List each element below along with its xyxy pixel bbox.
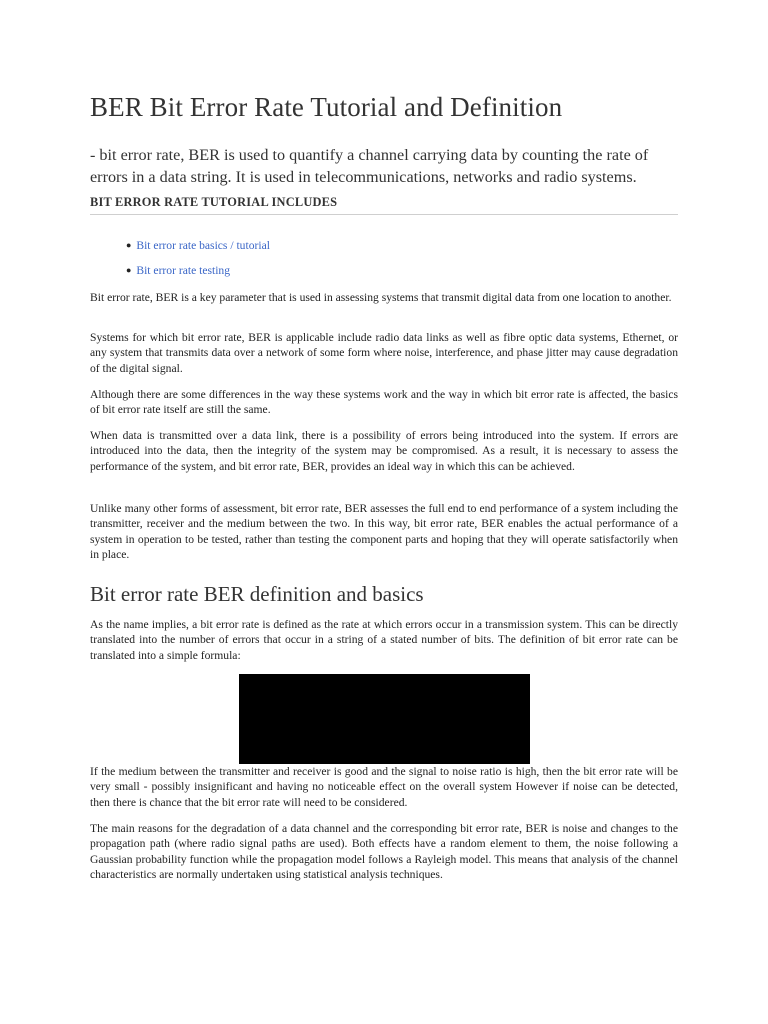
list-item <box>126 237 270 262</box>
bullet-icon: ● <box>126 240 132 250</box>
link-bit-error-rate-basics[interactable]: Bit error rate basics / tutorial <box>136 239 270 252</box>
section-paragraph-3: The main reasons for the degradation of a data channel and the corresponding bit error rate, BER is noise and changes to the propagation path (where radio signal paths are used). Both effects have a random element to them, the noise following a Gaussian probability function while the propagation model follows a Rayleigh model. This means that analysis of the channel characteristics are normally undertaken using statistical analysis techniques. <box>90 822 678 881</box>
intro-summary: - bit error rate, BER is used to quantify a channel carrying data by counting the rate of errors in a data string. It is used in telecommunications, networks and radio systems. <box>90 146 649 186</box>
formula-image <box>239 674 530 764</box>
section-heading: Bit error rate BER definition and basics <box>90 582 424 606</box>
tutorial-links-list <box>126 237 270 287</box>
heading-divider <box>90 214 678 215</box>
list-item <box>126 262 270 287</box>
link-bit-error-rate-testing[interactable]: Bit error rate testing <box>136 264 231 277</box>
section-paragraph-2: If the medium between the transmitter and receiver is good and the signal to noise ratio is high, then the bit error rate will be very small - possibly insignificant and having no noticeable effect on the overall system However if noise can be detected, then there is chance that the bit error rate will need to be considered. <box>90 765 678 809</box>
paragraph-1: Bit error rate, BER is a key parameter that is used in assessing systems that transmit digital data from one location to another. <box>90 291 672 304</box>
page-title: BER Bit Error Rate Tutorial and Definition <box>90 92 563 122</box>
paragraph-4: When data is transmitted over a data link, there is a possibility of errors being introduced into the system. If errors are introduced into the data, then the integrity of the system may be compromised. As a result, it is necessary to assess the performance of the system, and bit error rate, BER, provides an ideal way in which this can be achieved. <box>90 429 678 473</box>
paragraph-2: Systems for which bit error rate, BER is applicable include radio data links as well as fibre optic data systems, Ethernet, or any system that transmits data over a network of some form where noise, interference, and phase jitter may cause degradation of the digital signal. <box>90 331 678 375</box>
paragraph-5: Unlike many other forms of assessment, bit error rate, BER assesses the full end to end performance of a system including the transmitter, receiver and the medium between the two. In this way, bit error rate, BER enables the actual performance of a system in operation to be tested, rather than testing the component parts and hoping that they will operate satisfactorily when in place. <box>90 502 678 561</box>
bullet-icon: ● <box>126 265 132 275</box>
paragraph-3: Although there are some differences in the way these systems work and the way in which bit error rate is affected, the basics of bit error rate itself are still the same. <box>90 388 678 417</box>
section-paragraph-1: As the name implies, a bit error rate is defined as the rate at which errors occur in a transmission system. This can be directly translated into the number of errors that occur in a string of a stated number of bits. The definition of bit error rate can be translated into a simple formula: <box>90 618 678 662</box>
tutorial-includes-heading: BIT ERROR RATE TUTORIAL INCLUDES <box>90 195 338 209</box>
